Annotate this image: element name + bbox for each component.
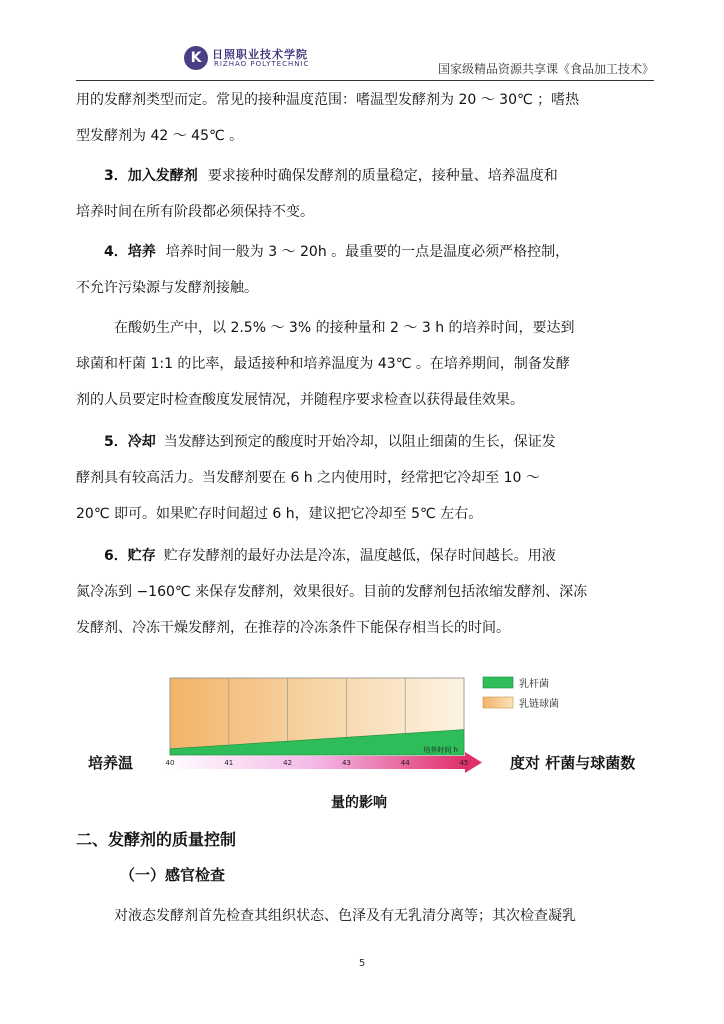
x-axis-label: 培养时间 h — [423, 746, 458, 754]
section-heading: 二、发酵剂的质量控制 — [76, 830, 237, 849]
paragraph-heading: 4．培养 — [104, 244, 156, 260]
x-tick-label: 41 — [224, 759, 234, 767]
paragraph-heading: 3．加入发酵剂 — [104, 168, 198, 184]
text-line-rest: 在酸奶生产中，以 2.5% ～ 3% 的接种量和 2 ～ 3 h 的培养时间，要达到 — [114, 320, 575, 336]
legend-swatch-lactobacillus — [483, 677, 513, 688]
figure-caption-start: 培养温 — [88, 754, 134, 772]
paragraph-heading: 5．冷却 — [104, 434, 156, 450]
text-line-rest: 培养时间一般为 3 ～ 20h 。最重要的一点是温度必须严格控制， — [165, 244, 570, 260]
x-axis-band — [165, 756, 465, 769]
text-line: 酵剂具有较高活力。当发酵剂要在 6 h 之内使用时，经常把它冷却至 10 ～ — [76, 470, 540, 486]
text-line: 培养时间在所有阶段都必须保持不变。 — [76, 204, 314, 220]
subsection-heading: （一）感官检查 — [120, 866, 226, 884]
x-tick-label: 40 — [165, 759, 175, 767]
paragraph-sensory-check — [76, 898, 656, 934]
text-line: 氮冷冻到 −160℃ 来保存发酵剂，效果很好。目前的发酵剂包括浓缩发酵剂、深冻 — [76, 584, 588, 600]
text-line: 不允许污染源与发酵剂接触。 — [76, 280, 258, 296]
x-tick-label: 42 — [283, 759, 293, 767]
school-emblem-icon: K — [184, 46, 208, 70]
text-line-rest: 贮存发酵剂的最好办法是冷冻，温度越低，保存时间越长。用液 — [163, 548, 556, 564]
legend-swatch-streptococcus — [483, 697, 513, 708]
text-line: 剂的人员要定时检查酸度发展情况，并随程序要求检查以获得最佳效果。 — [76, 392, 524, 408]
text-line-rest: 对液态发酵剂首先检查其组织状态、色泽及有无乳清分离等；其次检查凝乳 — [114, 908, 576, 924]
text-line: 发酵剂、冷冻干燥发酵剂，在推荐的冷冻条件下能保存相当长的时间。 — [76, 620, 510, 636]
figure-caption-middle: 度对 杆菌与球菌数 — [510, 754, 636, 772]
logo-chinese-name: 日照职业技术学院 — [212, 48, 308, 61]
x-tick-label: 44 — [400, 759, 410, 767]
course-title: 国家级精品资源共享课《食品加工技术》 — [437, 62, 654, 76]
legend-label-streptococcus: 乳链球菌 — [519, 699, 559, 710]
text-line-rest: 当发酵达到预定的酸度时开始冷却，以阻止细菌的生长，保证发 — [163, 434, 556, 450]
text-line: 20℃ 即可。如果贮存时间超过 6 h，建议把它冷却至 5℃ 左右。 — [76, 506, 483, 522]
text-line-rest: 要求接种时确保发酵剂的质量稳定，接种量、培养温度和 — [207, 168, 558, 184]
logo-english-name: RIZHAO POLYTECHNIC — [214, 60, 310, 68]
x-tick-label: 45 — [459, 759, 469, 767]
x-tick-label: 43 — [341, 759, 351, 767]
figure-caption-end: 量的影响 — [331, 795, 387, 811]
paragraph-heading: 6．贮存 — [104, 548, 156, 564]
text-line — [76, 898, 656, 934]
legend-label-lactobacillus: 乳杆菌 — [519, 679, 549, 690]
text-line: 球菌和杆菌 1:1 的比率，最适接种和培养温度为 43℃ 。在培养期间，制备发酵 — [76, 356, 570, 372]
text-line: 用的发酵剂类型而定。常见的接种温度范围：嗜温型发酵剂为 20 ～ 30℃ ；嗜热 — [76, 92, 580, 108]
page-number: 5 — [358, 958, 366, 969]
text-line: 型发酵剂为 42 ～ 45℃ 。 — [76, 128, 244, 144]
